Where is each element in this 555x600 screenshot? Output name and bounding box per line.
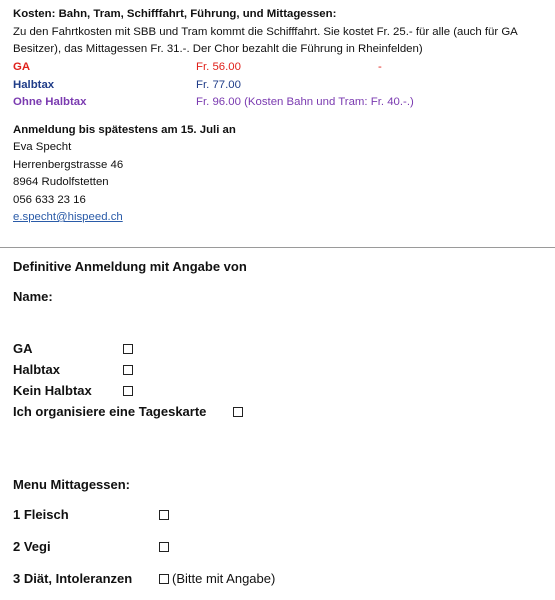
checkbox-diaet[interactable] xyxy=(159,574,169,584)
menu-label-vegi: 2 Vegi xyxy=(13,539,51,554)
price-label-ga: GA xyxy=(13,61,31,73)
price-extra-ga: - xyxy=(378,61,382,73)
option-label-halbtax: Halbtax xyxy=(13,362,60,377)
price-amount-ga: Fr. 56.00 xyxy=(196,61,241,73)
costs-text-line-2: Besitzer), das Mittagessen Fr. 31.-. Der Chor bezahlt die Führung in Rheinfelden) xyxy=(13,43,423,55)
price-amount-halbtax: Fr. 77.00 xyxy=(196,79,241,91)
option-label-ga: GA xyxy=(13,341,33,356)
contact-email-link[interactable]: e.specht@hispeed.ch xyxy=(13,211,123,223)
checkbox-tageskarte[interactable] xyxy=(233,407,243,417)
contact-city: 8964 Rudolfstetten xyxy=(13,176,109,188)
contact-name: Eva Specht xyxy=(13,141,72,153)
menu-label-fleisch: 1 Fleisch xyxy=(13,507,69,522)
form-title: Definitive Anmeldung mit Angabe von xyxy=(13,259,247,274)
menu-heading: Menu Mittagessen: xyxy=(13,477,131,492)
checkbox-kein-halbtax[interactable] xyxy=(123,386,133,396)
checkbox-ga[interactable] xyxy=(123,344,133,354)
contact-street: Herrenbergstrasse 46 xyxy=(13,159,124,171)
price-amount-ohne-halbtax: Fr. 96.00 (Kosten Bahn und Tram: Fr. 40.-.) xyxy=(196,96,414,108)
checkbox-vegi[interactable] xyxy=(159,542,169,552)
option-label-tageskarte: Ich organisiere eine Tageskarte xyxy=(13,404,207,419)
section-divider xyxy=(0,247,555,248)
option-label-kein-halbtax: Kein Halbtax xyxy=(13,383,92,398)
checkbox-fleisch[interactable] xyxy=(159,510,169,520)
costs-heading: Kosten: Bahn, Tram, Schifffahrt, Führung, und Mittagessen: xyxy=(13,8,337,20)
costs-text-line-1: Zu den Fahrtkosten mit SBB und Tram kommt die Schifffahrt. Sie kostet Fr. 25.- für alle (auch für GA xyxy=(13,26,518,38)
checkbox-halbtax[interactable] xyxy=(123,365,133,375)
price-label-halbtax: Halbtax xyxy=(13,79,55,91)
menu-note-diaet: (Bitte mit Angabe) xyxy=(172,571,276,586)
name-label: Name: xyxy=(13,289,53,304)
menu-label-diaet: 3 Diät, Intoleranzen xyxy=(13,571,133,586)
price-label-ohne-halbtax: Ohne Halbtax xyxy=(13,96,87,108)
contact-phone: 056 633 23 16 xyxy=(13,194,86,206)
registration-heading: Anmeldung bis spätestens am 15. Juli an xyxy=(13,124,236,136)
